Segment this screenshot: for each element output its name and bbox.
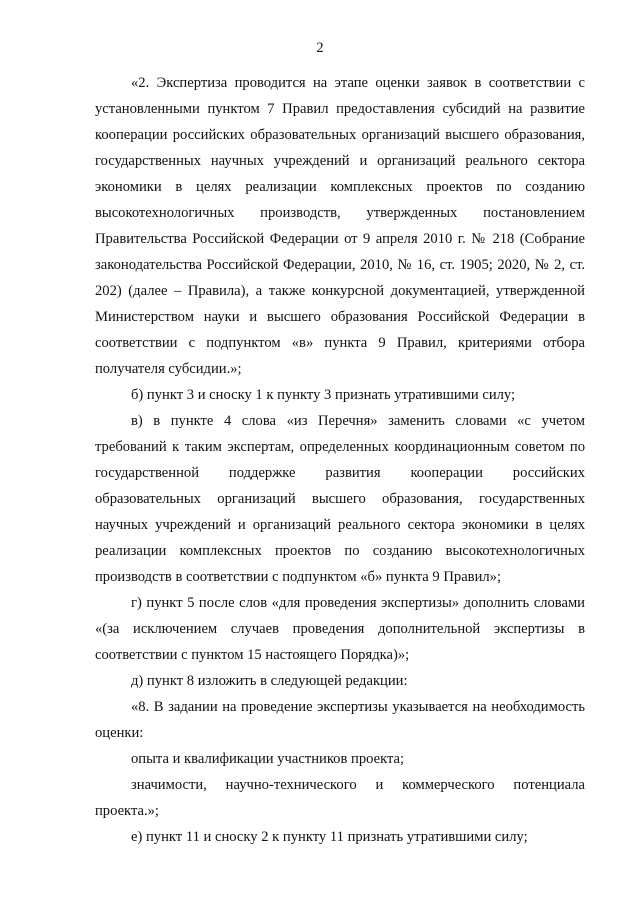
document-body	[95, 70, 585, 850]
paragraph-expertise-clause: «2. Экспертиза проводится на этапе оценки заявок в соответствии с установленными пунктом 7 Правил предоставления субсидий на развитие кооперации российских образовательных организаций высшего образования, государственных научных учреждений и организаций реального сектора экономики в целях реализации комплексных проектов по созданию высокотехнологичных производств, утвержденных постановлением Правительства Российской Федерации от 9 апреля 2010 г. № 218 (Собрание законодательства Российской Федерации, 2010, № 16, ст. 1905; 2020, № 2, ст. 202) (далее – Правила), а также конкурсной документацией, утвержденной Министерством науки и высшего образования Российской Федерации в соответствии с подпунктом «в» пункта 9 Правил, критериями отбора получателя субсидии.»;	[95, 75, 585, 377]
paragraph-item-d: д) пункт 8 изложить в следующей редакции:	[131, 673, 408, 689]
paragraph-item-g: г) пункт 5 после слов «для проведения экспертизы» дополнить словами «(за исключением случаев проведения дополнительной экспертизы в соответствии с пунктом 15 настоящего Порядка)»;	[95, 595, 585, 663]
paragraph-clause-8: «8. В задании на проведение экспертизы указывается на необходимость оценки:	[95, 699, 585, 741]
paragraph-item-e: е) пункт 11 и сноску 2 к пункту 11 признать утратившими силу;	[131, 829, 528, 845]
paragraph-experience: опыта и квалификации участников проекта;	[131, 751, 405, 767]
page-number: 2	[316, 40, 324, 56]
paragraph-item-v: в) в пункте 4 слова «из Перечня» заменить словами «с учетом требований к таким экспертам, определенных координационным советом по государственной поддержке развития кооперации российских образовательных организаций высшего образования, государственных научных учреждений и организаций реального сектора экономики в целях реализации комплексных проектов по созданию высокотехнологичных производств в соответствии с подпунктом «б» пункта 9 Правил»;	[95, 413, 585, 585]
paragraph-significance: значимости, научно-технического и коммерческого потенциала проекта.»;	[95, 777, 585, 819]
paragraph-item-b: б) пункт 3 и сноску 1 к пункту 3 признать утратившими силу;	[131, 387, 516, 403]
